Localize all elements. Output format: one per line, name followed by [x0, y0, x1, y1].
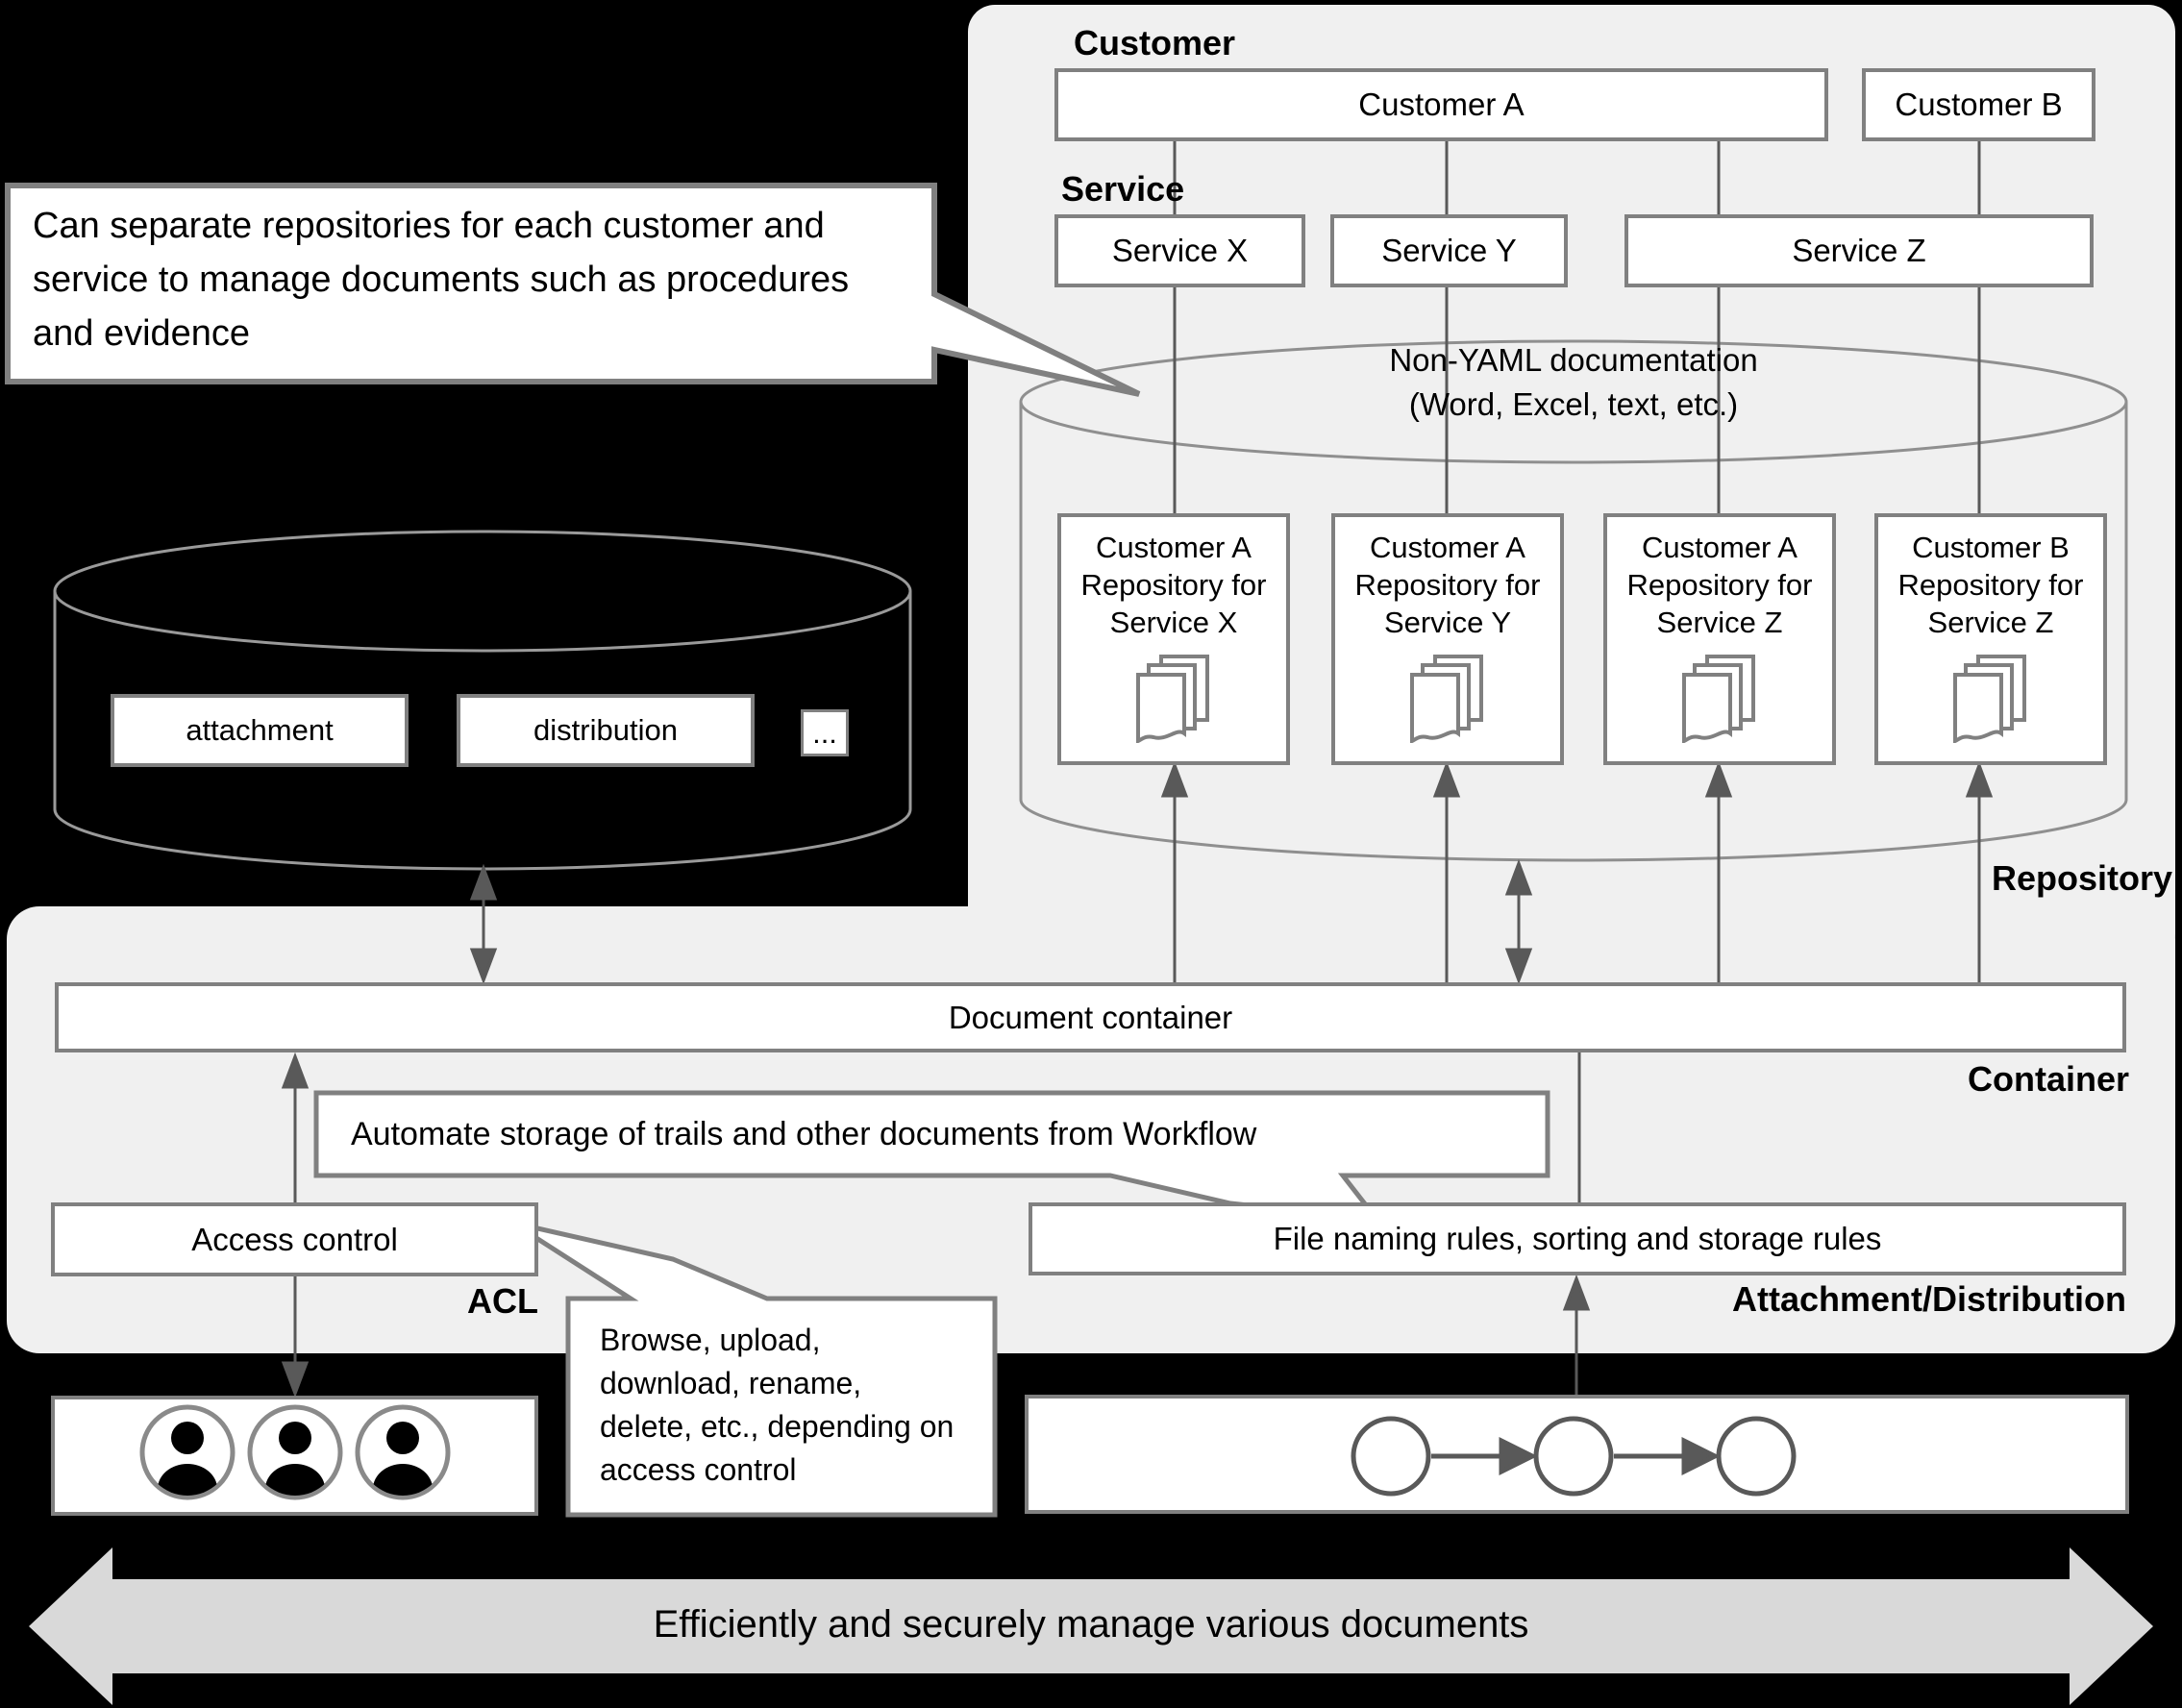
customer-b-label: Customer B: [1895, 87, 2063, 122]
user-avatar-icon: [245, 1402, 345, 1510]
documents-icon: [1410, 655, 1485, 752]
workflow-arrow-icon: [1684, 1441, 1715, 1472]
attachment-label: attachment: [186, 713, 334, 747]
service-z-box: [1624, 214, 2094, 287]
distribution-label: distribution: [533, 713, 678, 747]
document-container-label: Document container: [948, 999, 1233, 1035]
document-container-bar: [55, 982, 2126, 1052]
callout-separate-repositories-text: Can separate repositories for each customer and service to manage documents such as procedures and evidence: [33, 206, 850, 354]
repo-text-line: Service Y: [1383, 606, 1512, 639]
workflow-diagram-icon: [1029, 1399, 2125, 1510]
workflow-step-circle: [1536, 1419, 1611, 1494]
repo-text-line: Customer A: [1642, 531, 1798, 564]
acl-section-label: ACL: [467, 1281, 538, 1321]
file-naming-rules-label: File naming rules, sorting and storage rules: [1273, 1221, 1882, 1256]
customer-a-label: Customer A: [1358, 87, 1525, 122]
repo-text-line: Repository for: [1897, 568, 2084, 602]
documents-icon: [1136, 655, 1211, 752]
access-control-label: Access control: [191, 1221, 398, 1257]
more-label: ...: [812, 715, 837, 750]
repo-text-line: Service X: [1109, 606, 1238, 639]
service-x-box: [1054, 214, 1305, 287]
documents-icon: [1953, 655, 2028, 752]
documents-icon: [1682, 655, 1757, 752]
workflow-box: [1025, 1395, 2129, 1514]
service-section-label: Service: [1061, 169, 1185, 209]
cylinder-caption: [1189, 338, 1958, 427]
repository-box-customer-a-service-y: [1331, 513, 1564, 765]
repository-box-customer-a-service-z: [1603, 513, 1836, 765]
customer-b-box: [1862, 68, 2095, 141]
distribution-box: [457, 694, 755, 767]
repo-text-line: Repository for: [1626, 568, 1813, 602]
workflow-step-circle: [1719, 1419, 1794, 1494]
more-box: [801, 709, 849, 756]
repository-section-label: Repository: [1992, 858, 2173, 898]
repo-text-line: Service Z: [1927, 606, 2054, 639]
users-box: [51, 1396, 538, 1516]
service-x-label: Service X: [1111, 233, 1249, 268]
user-avatar-icon: [353, 1402, 453, 1510]
file-naming-rules-box: [1029, 1202, 2126, 1275]
service-y-box: [1330, 214, 1568, 287]
repo-text-line: Repository for: [1354, 568, 1541, 602]
workflow-arrow-icon: [1501, 1441, 1532, 1472]
cylinder-caption-line1: Non-YAML documentation: [1389, 342, 1758, 378]
access-control-box: [51, 1202, 538, 1276]
callout-browse-upload-text: Browse, upload, download, rename, delete, etc., depending on access control: [600, 1323, 955, 1487]
banner-text: Efficiently and securely manage various documents: [653, 1603, 1529, 1646]
repo-text-line: Customer A: [1096, 531, 1252, 564]
repository-box-customer-b-service-z: [1874, 513, 2107, 765]
repo-text-line: Repository for: [1080, 568, 1267, 602]
workflow-step-circle: [1353, 1419, 1428, 1494]
attachment-box: [111, 694, 409, 767]
user-avatar-icon: [137, 1402, 237, 1510]
customer-a-box: [1054, 68, 1828, 141]
container-section-label: Container: [1967, 1059, 2129, 1099]
repository-box-customer-a-service-x: [1057, 513, 1290, 765]
customer-section-label: Customer: [1074, 23, 1236, 62]
repo-text-line: Customer A: [1370, 531, 1525, 564]
attachment-distribution-section-label: Attachment/Distribution: [1732, 1279, 2126, 1319]
service-y-label: Service Y: [1381, 233, 1517, 268]
cylinder-caption-line2: (Word, Excel, text, etc.): [1408, 386, 1739, 422]
repo-text-line: Service Z: [1656, 606, 1783, 639]
service-z-label: Service Z: [1792, 233, 1926, 268]
callout-automate-storage-text: Automate storage of trails and other documents from Workflow: [351, 1116, 1257, 1152]
repo-text-line: Customer B: [1912, 531, 2070, 564]
